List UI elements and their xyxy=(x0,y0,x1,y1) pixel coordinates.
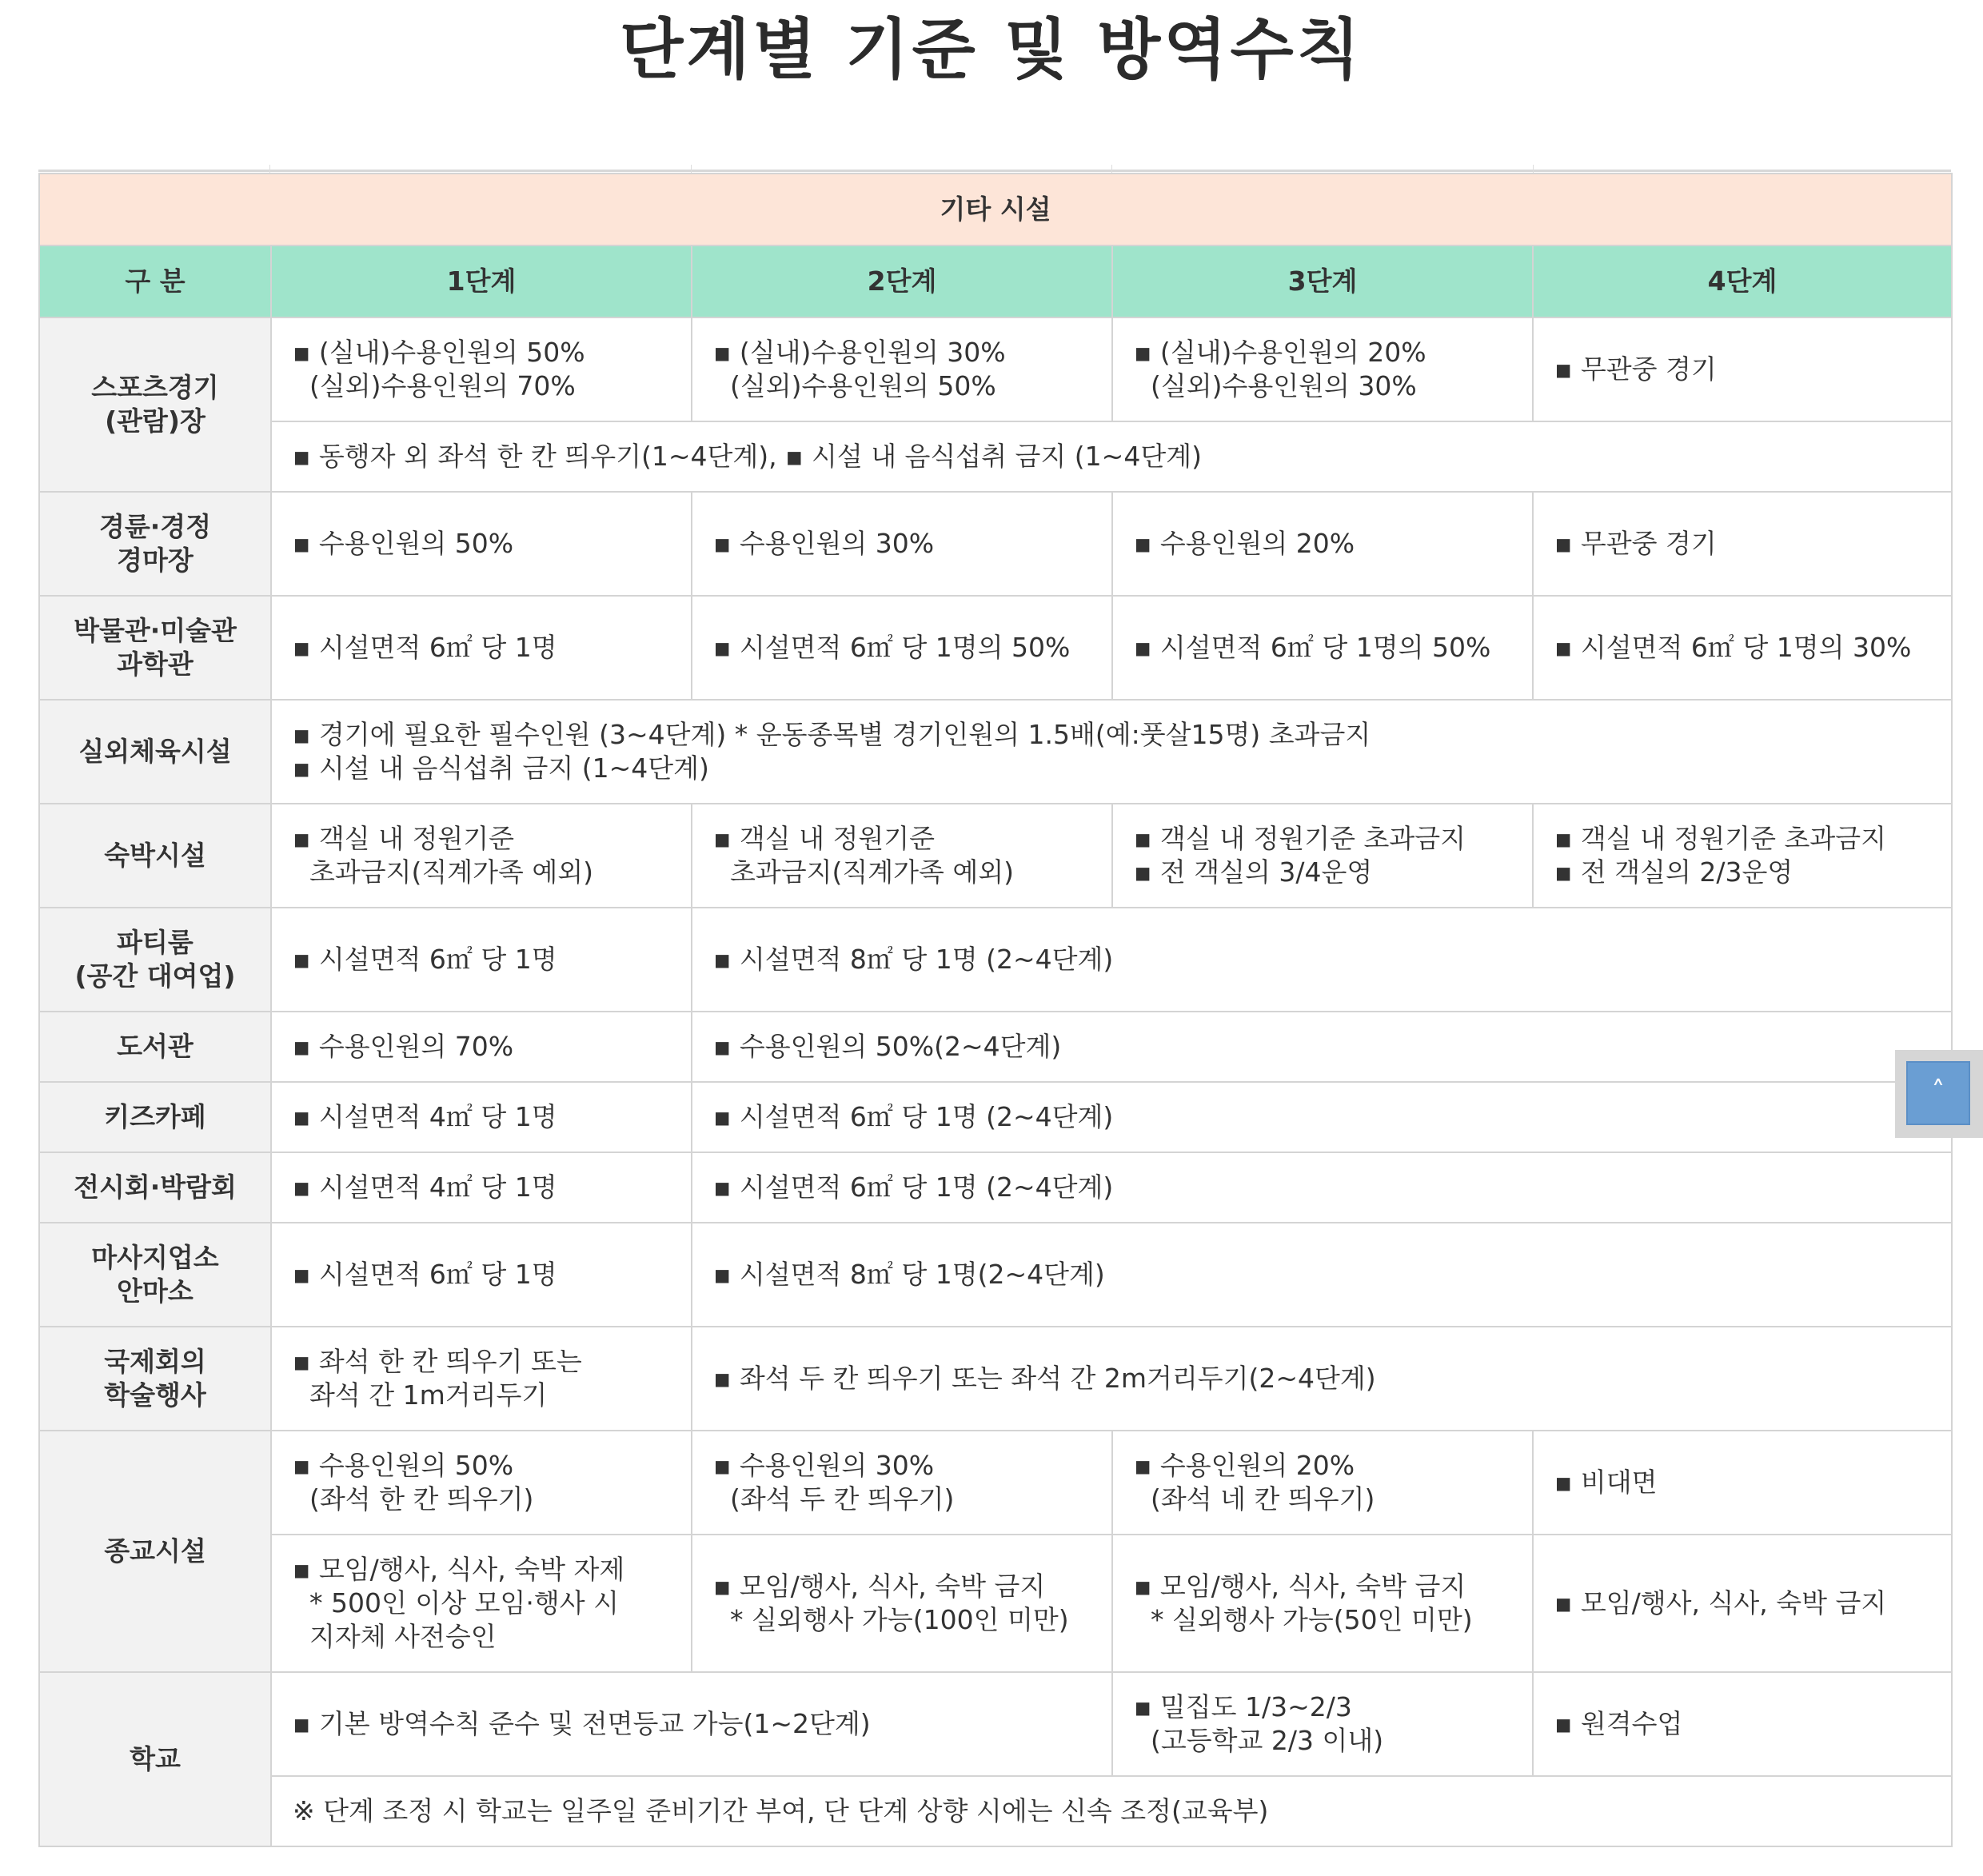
rule-text: (좌석 네 칸 띄우기) xyxy=(1151,1483,1375,1515)
table-top-rule xyxy=(38,170,1951,172)
all-stages-cell xyxy=(271,1776,1952,1846)
table-row xyxy=(39,596,1952,700)
category-cell xyxy=(39,1152,271,1223)
category-label: 박물관·미술관 xyxy=(74,615,237,646)
table-row xyxy=(39,700,1952,804)
stage-1-cell xyxy=(271,1082,692,1152)
stage-1-cell xyxy=(271,804,692,908)
category-cell xyxy=(39,1223,271,1327)
rule-text: ▪ 수용인원의 20% xyxy=(1134,1450,1355,1481)
rule-text: * 실외행사 가능(100인 미만) xyxy=(730,1604,1069,1635)
table-row xyxy=(39,1223,1952,1327)
category-cell xyxy=(39,1431,271,1672)
rule-text: ▪ 수용인원의 30% xyxy=(713,1450,935,1481)
column-header-stage-3: 3단계 xyxy=(1112,245,1533,317)
stage-3-cell xyxy=(1112,804,1533,908)
category-label: 마사지업소 xyxy=(91,1242,219,1273)
rule-text: ▪ 무관중 경기 xyxy=(1554,353,1717,385)
table-row xyxy=(39,421,1952,492)
rule-text: ▪ 원격수업 xyxy=(1554,1708,1683,1739)
rule-text: ▪ 좌석 한 칸 띄우기 또는 xyxy=(293,1346,582,1377)
stage-1-2-cell xyxy=(271,1672,1112,1776)
category-label: 학술행사 xyxy=(104,1379,206,1411)
stage-2-4-cell xyxy=(692,908,1952,1012)
rule-text: ▪ (실내)수용인원의 30% xyxy=(713,337,1006,368)
rule-text: ▪ (실내)수용인원의 20% xyxy=(1134,337,1426,368)
rule-text: ▪ 수용인원의 50%(2~4단계) xyxy=(713,1031,1062,1062)
rule-text: ▪ 수용인원의 20% xyxy=(1134,528,1355,559)
chevron-up-icon[interactable]: ˄ xyxy=(1906,1061,1970,1125)
rule-text: * 500인 이상 모임·행사 시 xyxy=(309,1587,619,1619)
table-row xyxy=(39,1327,1952,1431)
stage-1-cell xyxy=(271,1152,692,1223)
category-cell xyxy=(39,596,271,700)
category-label: 안마소 xyxy=(117,1275,194,1307)
stage-1-cell xyxy=(271,492,692,596)
stage-3-cell xyxy=(1112,1672,1533,1776)
category-label: 키즈카페 xyxy=(104,1101,206,1132)
rule-text: ▪ 객실 내 정원기준 초과금지 xyxy=(1134,823,1466,854)
stage-1-cell xyxy=(271,1431,692,1535)
rule-text: ▪ 시설면적 6㎡ 당 1명의 30% xyxy=(1554,632,1912,663)
table-row xyxy=(39,908,1952,1012)
note-text: ※ 단계 조정 시 학교는 일주일 준비기간 부여, 단 단계 상향 시에는 신속 조정(교육부) xyxy=(293,1795,1269,1826)
category-cell xyxy=(39,492,271,596)
rule-text: (실외)수용인원의 70% xyxy=(309,370,576,401)
table-row xyxy=(39,492,1952,596)
stage-2-cell xyxy=(692,1431,1112,1535)
column-divider-tick xyxy=(1533,165,1534,173)
rule-text: ▪ 비대면 xyxy=(1554,1467,1658,1498)
column-header-row xyxy=(39,245,1952,317)
rule-text: ▪ 시설면적 6㎡ 당 1명 (2~4단계) xyxy=(713,1101,1114,1132)
stage-2-cell xyxy=(692,596,1112,700)
rule-text: ▪ 객실 내 정원기준 xyxy=(713,823,935,854)
page-title: 단계별 기준 및 방역수칙 xyxy=(620,12,1363,88)
stage-2-cell xyxy=(692,1535,1112,1672)
category-label: 파티룸 xyxy=(117,927,194,958)
category-label: 도서관 xyxy=(117,1031,194,1062)
column-header-stage-4: 4단계 xyxy=(1533,245,1952,317)
stage-4-cell xyxy=(1533,492,1952,596)
rule-text: ▪ 시설 내 음식섭취 금지 (1~4단계) xyxy=(293,752,709,784)
rule-text: ▪ 시설면적 8㎡ 당 1명 (2~4단계) xyxy=(713,944,1114,975)
rule-text: (실외)수용인원의 30% xyxy=(1151,370,1417,401)
all-stages-cell xyxy=(271,700,1952,804)
rule-text: ▪ 시설면적 6㎡ 당 1명 xyxy=(293,1259,557,1290)
stage-1-cell xyxy=(271,596,692,700)
stage-1-cell xyxy=(271,1535,692,1672)
rule-text: 지자체 사전승인 xyxy=(309,1621,497,1652)
stage-3-cell xyxy=(1112,1431,1533,1535)
stage-4-cell xyxy=(1533,804,1952,908)
category-label: 국제회의 xyxy=(104,1346,206,1377)
rule-text: ▪ 시설면적 6㎡ 당 1명의 50% xyxy=(1134,632,1491,663)
category-label: (공간 대여업) xyxy=(74,960,236,992)
table-row xyxy=(39,1012,1952,1082)
category-label: 숙박시설 xyxy=(104,840,206,871)
rule-text: ▪ 객실 내 정원기준 초과금지 xyxy=(1554,823,1886,854)
category-cell xyxy=(39,700,271,804)
stage-1-cell xyxy=(271,1223,692,1327)
rule-text: ▪ 기본 방역수칙 준수 및 전면등교 가능(1~2단계) xyxy=(293,1708,871,1739)
rule-text: ▪ 수용인원의 70% xyxy=(293,1031,514,1062)
stage-1-cell xyxy=(271,317,692,421)
category-cell xyxy=(39,908,271,1012)
column-divider-tick xyxy=(269,165,270,173)
table-row xyxy=(39,1431,1952,1535)
stage-1-cell xyxy=(271,1327,692,1431)
stage-2-4-cell xyxy=(692,1327,1952,1431)
rule-text: (좌석 두 칸 띄우기) xyxy=(730,1483,955,1515)
rule-text: ▪ 경기에 필요한 필수인원 (3~4단계) * 운동종목별 경기인원의 1.5배(예:풋살15명) 초과금지 xyxy=(293,719,1371,750)
rule-text: ▪ 수용인원의 30% xyxy=(713,528,935,559)
category-cell xyxy=(39,804,271,908)
stage-2-cell xyxy=(692,804,1112,908)
column-header-category: 구 분 xyxy=(39,245,271,317)
column-header-stage-1: 1단계 xyxy=(271,245,692,317)
rule-text: ▪ 객실 내 정원기준 xyxy=(293,823,514,854)
category-label: 과학관 xyxy=(117,649,194,680)
table-row xyxy=(39,1082,1952,1152)
category-cell xyxy=(39,1012,271,1082)
rule-text: ▪ 시설면적 6㎡ 당 1명 (2~4단계) xyxy=(713,1172,1114,1203)
rule-text: ▪ 시설면적 8㎡ 당 1명(2~4단계) xyxy=(713,1259,1105,1290)
table-row xyxy=(39,1152,1952,1223)
rule-text: ▪ 시설면적 4㎡ 당 1명 xyxy=(293,1172,557,1203)
category-label: 경륜·경정 xyxy=(98,511,212,542)
rule-text: ▪ (실내)수용인원의 50% xyxy=(293,337,585,368)
stage-2-4-cell xyxy=(692,1152,1952,1223)
table-row xyxy=(39,1535,1952,1672)
back-to-top-button[interactable] xyxy=(1895,1050,1983,1138)
rule-text: (좌석 한 칸 띄우기) xyxy=(309,1483,534,1515)
table-row xyxy=(39,804,1952,908)
rule-text: ▪ 무관중 경기 xyxy=(1554,528,1717,559)
category-cell xyxy=(39,1082,271,1152)
stage-2-cell xyxy=(692,492,1112,596)
category-cell xyxy=(39,317,271,492)
guidelines-table xyxy=(38,173,1953,1847)
stage-3-cell xyxy=(1112,317,1533,421)
table-row xyxy=(39,1672,1952,1776)
rule-text: ▪ 전 객실의 3/4운영 xyxy=(1134,856,1373,888)
rule-text: ▪ 전 객실의 2/3운영 xyxy=(1554,856,1793,888)
stage-3-cell xyxy=(1112,1535,1533,1672)
stage-4-cell xyxy=(1533,317,1952,421)
column-header-stage-2: 2단계 xyxy=(692,245,1112,317)
rule-text: (고등학교 2/3 이내) xyxy=(1151,1725,1384,1756)
category-label: 스포츠경기 xyxy=(91,372,219,403)
stage-2-cell xyxy=(692,317,1112,421)
rule-text: ▪ 수용인원의 50% xyxy=(293,1450,514,1481)
rule-text: ▪ 동행자 외 좌석 한 칸 띄우기(1~4단계), ▪ 시설 내 음식섭취 금지 (1~4단계) xyxy=(293,441,1202,472)
category-cell xyxy=(39,1672,271,1846)
rule-text: ▪ 밀집도 1/3~2/3 xyxy=(1134,1691,1352,1722)
table-row xyxy=(39,1776,1952,1846)
rule-text: ▪ 시설면적 6㎡ 당 1명 xyxy=(293,632,557,663)
stage-4-cell xyxy=(1533,1431,1952,1535)
rule-text: 좌석 간 1m거리두기 xyxy=(309,1379,548,1411)
section-header: 기타 시설 xyxy=(39,174,1952,245)
rule-text: ▪ 시설면적 6㎡ 당 1명의 50% xyxy=(713,632,1071,663)
rule-text: ▪ 모임/행사, 식사, 숙박 자제 xyxy=(293,1554,625,1585)
category-cell xyxy=(39,1327,271,1431)
stage-4-cell xyxy=(1533,1535,1952,1672)
stage-4-cell xyxy=(1533,1672,1952,1776)
category-label: 전시회·박람회 xyxy=(74,1172,237,1203)
rule-text: ▪ 좌석 두 칸 띄우기 또는 좌석 간 2m거리두기(2~4단계) xyxy=(713,1363,1376,1394)
stage-1-cell xyxy=(271,908,692,1012)
stage-3-cell xyxy=(1112,492,1533,596)
stage-2-4-cell xyxy=(692,1012,1952,1082)
rule-text: ▪ 시설면적 4㎡ 당 1명 xyxy=(293,1101,557,1132)
table-row xyxy=(39,317,1952,421)
rule-text: (실외)수용인원의 50% xyxy=(730,370,996,401)
column-divider-tick xyxy=(1111,165,1112,173)
category-label: 경마장 xyxy=(117,545,194,576)
rule-text: ▪ 모임/행사, 식사, 숙박 금지 xyxy=(713,1571,1046,1602)
rule-text: ▪ 시설면적 6㎡ 당 1명 xyxy=(293,944,557,975)
column-divider-tick xyxy=(691,165,692,173)
category-label: 학교 xyxy=(130,1743,181,1774)
rule-text: 초과금지(직계가족 예외) xyxy=(730,856,1015,888)
stage-3-cell xyxy=(1112,596,1533,700)
rule-text: ▪ 모임/행사, 식사, 숙박 금지 xyxy=(1554,1587,1887,1619)
category-label: 종교시설 xyxy=(104,1535,206,1567)
all-stages-cell xyxy=(271,421,1952,492)
stage-2-4-cell xyxy=(692,1082,1952,1152)
rule-text: * 실외행사 가능(50인 미만) xyxy=(1151,1604,1473,1635)
stage-2-4-cell xyxy=(692,1223,1952,1327)
rule-text: ▪ 모임/행사, 식사, 숙박 금지 xyxy=(1134,1571,1466,1602)
rule-text: 초과금지(직계가족 예외) xyxy=(309,856,594,888)
rule-text: ▪ 수용인원의 50% xyxy=(293,528,514,559)
stage-4-cell xyxy=(1533,596,1952,700)
stage-1-cell xyxy=(271,1012,692,1082)
category-label: (관람)장 xyxy=(105,405,205,437)
category-label: 실외체육시설 xyxy=(78,736,232,767)
